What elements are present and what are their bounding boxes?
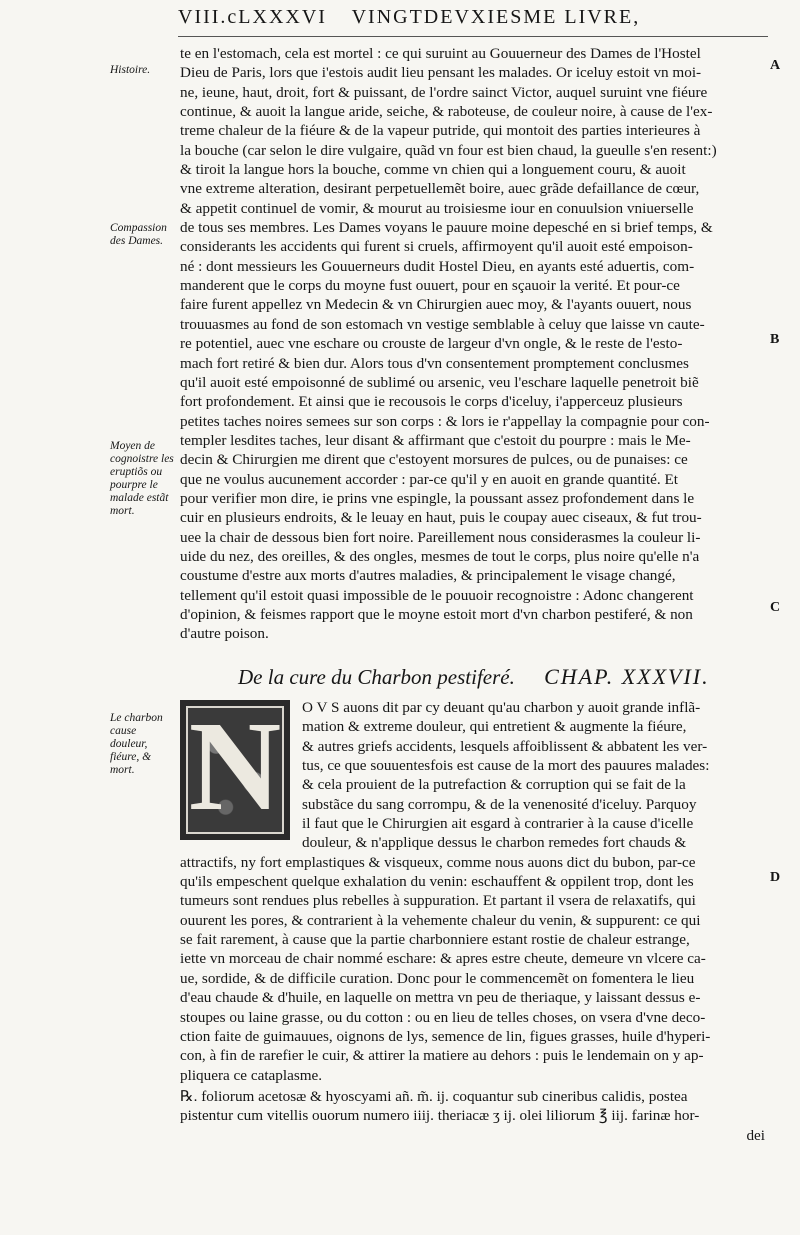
text-line: coustume d'estre aux morts d'autres maladies, & principalement le visage changé, [180,567,676,585]
text-line: uide du nez, des oreilles, & des ongles, mesmes de tout le corps, plus noire qu'elle n'a [180,547,700,565]
text-line: né : dont messieurs les Gouuerneurs dudit Hostel Dieu, en ayants esté aduertis, com- [180,257,695,275]
running-title: VINGTDEVXIESME LIVRE, [351,6,641,28]
text-line: d'opinion, & feismes rapport que le moyne estoit mort d'vn charbon pestiferé, & non [180,605,693,623]
text-line: iette vn morceau de chair nommé eschare: & apres estre cheute, demeure vn vlcere ca- [180,950,706,968]
text-line: O V S auons dit par cy deuant qu'au charbon y auoit grande inflã- [302,699,701,716]
text-line: manderent que le corps du moyne fust ouuert, pour en sçauoir la verité. Et pour-ce [180,277,680,295]
text-line: re potentiel, auec vne eschare ou crouste de largeur d'vn ongle, & le reste de l'esto- [180,335,683,353]
paragraph-continued [180,44,765,644]
text-line: ne, ieune, haut, droit, fort & puissant, de l'ordre sainct Victor, auquel suruint vne fiéure [180,83,708,101]
text-line: treme chaleur de la fiéure & de la vapeur putride, qui montoit des parties interieures à [180,122,701,140]
text-line: & tiroit la langue hors la bouche, comme vn chien qui a longuement couru, & auoit [180,161,686,179]
text-line: uee la chair de dessous bien fort noire. Pareillement nous considerasmes la couleur li- [180,528,701,546]
side-letter-a: A [770,58,781,73]
chapter-number: CHAP. XXXVII. [544,664,710,689]
text-line: & appetit continuel de vomir, & mourut au troisiesme iour en conuulsion vniuerselle [180,199,694,217]
text-line: que ne voulus aucunement accorder : par-ce qu'il y en auoit en grande quantité. Et [180,470,678,488]
margin-note-moyen: Moyen de cognoistre les eruptiõs ou pourpre le malade estãt mort. [110,440,174,517]
text-line: con, à fin de rarefier le cuir, & attirer la matiere au dehors : puis le lendemain on y ap- [180,1047,704,1065]
side-letter-c: C [770,600,781,615]
text-line: stoupes ou laine grasse, ou du cotton : ou en lieu de telles choses, on vsera d'vne deco- [180,1008,706,1026]
recipe-line: dei [746,1126,765,1144]
text-line: Dieu de Paris, lors que i'estois audit lieu pensant les malades. Or iceluy estoit vn moi- [180,64,702,82]
chapter-title: De la cure du Charbon pestiferé. [238,665,515,689]
text-line: tellement qu'il estoit quasi impossible de le pouuoir recognoistre : Adonc changerent [180,586,694,604]
text-line: douleur, & n'applique dessus le charbon remedes fort chauds & [302,834,687,852]
header-rule [178,36,768,37]
text-line: pour verifier mon dire, ie prins vne espingle, la poussant assez profondement dans le [180,489,695,507]
text-line: mation & extreme douleur, qui entretient & augmente la fiéure, [302,718,687,736]
text-line: considerants les accidents qui furent si cruels, affirmoyent qu'il auoit esté empoison- [180,238,693,256]
chapter-body [180,698,765,1145]
text-line: attractifs, ny fort emplastiques & visqueux, comme nous auons dict du bubon, par-ce [180,853,696,871]
text-line: & cela prouient de la putrefaction & corruption qui se fait de la [302,776,686,794]
margin-note-compassion: Compassion des Dames. [110,222,167,247]
text-line: cuir en plusieurs endroits, & le leuay en haut, puis le coupay auec ciseaux, & fut trou- [180,509,702,527]
text-line: se fait rarement, à cause que la partie charbonniere estant rostie de chaleur estrange, [180,931,690,949]
text-line: decin & Chirurgien me dirent que c'estoyent morsures de pulces, ou de punaises: ce [180,451,688,469]
text-line: fort profondement. Et ainsi que ie recousois le corps d'iceluy, i'apperceuz plusieurs [180,393,683,411]
running-header [178,6,768,29]
text-line: la bouche (car selon le dire vulgaire, quãd vn four est bien chaud, la gueulle s'en resent:) [180,141,717,159]
folio-number: VIII.cLXXXVI [178,6,327,28]
text-line: ction faite de guimauues, oignons de lys, semence de lin, figues grasses, huile d'hyperi- [180,1027,711,1045]
text-line: ue, sordide, & de difficile curation. Donc pour le commencemẽt on fomentera le lieu [180,969,695,987]
text-line: templer lesdites taches, leur disant & affirmant que c'estoit du pourpre : mais le Me- [180,431,691,449]
recipe-line: pistentur cum vitellis ouorum numero iiij. theriacæ ʒ ij. olei liliorum ℥ iij. farinæ hor- [180,1107,700,1125]
text-line: mach fort retiré & bien dur. Alors tous d'vn consentement promptement conclusmes [180,354,689,372]
text-line: vne extreme alteration, desirant perpetuellemẽt boire, auec grãde defaillance de cœur, [180,180,700,198]
text-line: d'autre poison. [180,625,269,643]
side-letter-b: B [770,332,780,347]
side-letter-d: D [770,870,781,885]
recipe-line: ℞. foliorum acetosæ & hyoscyami añ. m̃. ij. coquantur sub cineribus calidis, postea [180,1087,688,1105]
text-line: qu'il auoit esté empoisonné de sublimé ou arsenic, veu l'eschare laquelle penetroit biẽ [180,373,699,391]
text-line: trouuasmes au fond de son estomach vn vestige semblable à celuy que laisse vn caute- [180,315,705,333]
margin-note-histoire: Histoire. [110,64,151,76]
text-line: ouurent les pores, & contrarient à la vehemente chaleur du venin, & suppurent: ce qui [180,911,701,929]
text-line: d'eau chaude & d'huile, en laquelle on mettra vn peu de theriaque, y laissant dessus e- [180,989,701,1007]
text-line: continue, & auoit la langue aride, seiche, & raboteuse, de couleur noire, à cause de l'ex- [180,103,713,121]
recipe-block [180,1087,765,1145]
text-line: qu'ils empeschent quelque exhalation du venin: eschauffent & oppilent trop, dont les [180,873,694,891]
chapter-heading [238,664,778,690]
text-line: substãce du sang corrompu, & de la venenosité d'iceluy. Parquoy [302,795,697,813]
text-line: de tous ses membres. Les Dames voyans le pauure moine depesché en si brief temps, & [180,219,713,237]
text-line: petites taches noires semees sur son corps : & lors ie r'appellay la compagnie pour con- [180,412,710,430]
text-line: pliquera ce cataplasme. [180,1066,323,1084]
initial-letter: N [188,700,282,837]
text-line: & autres griefs accidents, lesquels affoiblissent & abbatent les ver- [302,737,708,755]
text-line: il faut que le Chirurgien ait esgard à contrarier à la cause d'icelle [302,815,694,833]
decorated-initial [180,700,290,840]
text-line: te en l'estomach, cela est mortel : ce qui suruint au Gouuerneur des Dames de l'Hostel [180,45,701,62]
text-line: tus, ce que souuentesfois est cause de la mort des pauures malades: [302,757,710,775]
margin-note-charbon: Le charbon cause douleur, fiéure, & mort. [110,712,163,776]
text-line: tumeurs sont rendues plus rebelles à suppuration. Et partant il vsera de relaxatifs, qui [180,892,696,910]
text-line: faire furent appellez vn Medecin & vn Chirurgien auec moy, & l'ayants ouuert, nous [180,296,692,314]
